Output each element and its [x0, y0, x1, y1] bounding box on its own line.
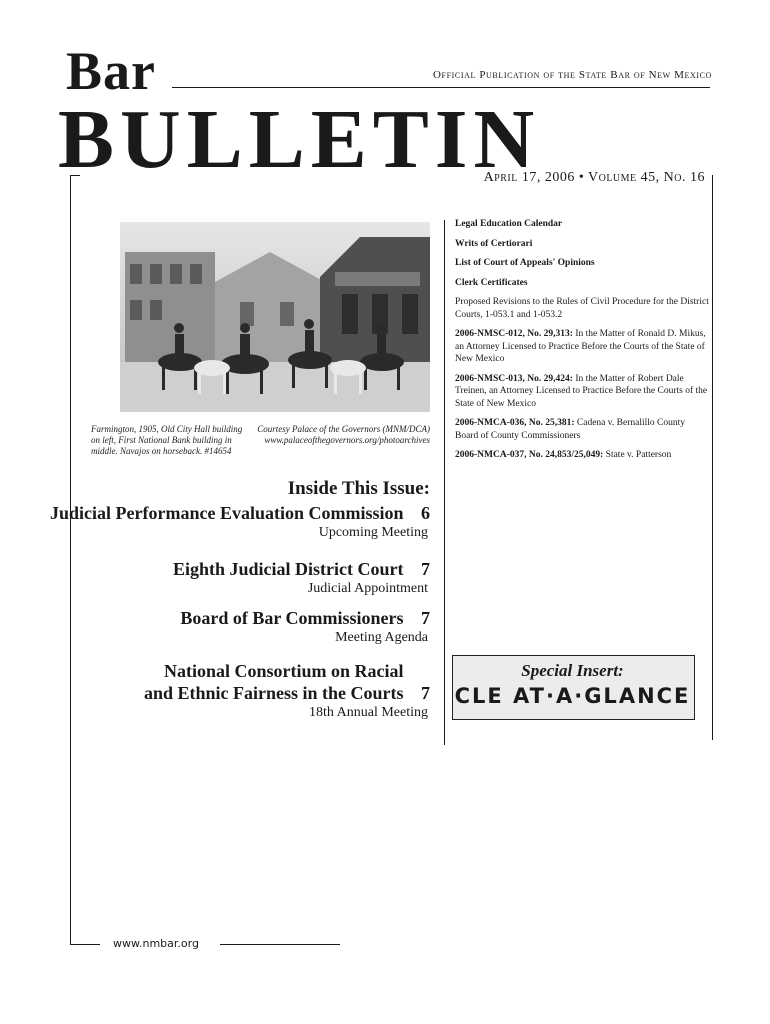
contents-item[interactable] — [455, 373, 710, 411]
contents-item[interactable]: Legal Education Calendar — [455, 219, 563, 229]
special-insert-label: Special Insert: — [521, 661, 624, 680]
frame-right-rule — [712, 175, 713, 740]
contents-item-text: Cadena v. Bernalillo County Board of County Commissioners — [455, 418, 685, 441]
frame-top-rule — [70, 175, 80, 176]
toc-subtitle: Judicial Appointment — [307, 581, 428, 596]
website-url[interactable]: www.nmbar.org — [113, 937, 199, 950]
masthead-bulletin-word: BULLETIN — [58, 93, 541, 186]
photo-caption: Farmington, 1905, Old City Hall building on left, First National Bank building in middle. Navajos on horseback. #14654 — [91, 424, 243, 456]
contents-item-text: State v. Patterson — [603, 450, 672, 460]
inside-issue-heading: Inside This Issue: — [287, 478, 430, 499]
contents-item[interactable] — [455, 328, 710, 366]
contents-item[interactable]: Writs of Certiorari — [455, 238, 533, 249]
photo-credit: Courtesy Palace of the Governors (MNM/DCA) www.palaceofthegovernors.org/photoarchives — [257, 424, 430, 445]
toc-title-row — [50, 558, 430, 580]
toc-title: National Consortium on Racial — [163, 661, 404, 681]
toc-title: and Ethnic Fairness in the Courts — [143, 683, 404, 703]
toc-page-number: 6 — [421, 503, 430, 523]
toc-subtitle: Upcoming Meeting — [318, 525, 428, 540]
contents-item[interactable]: Clerk Certificates — [455, 277, 528, 288]
contents-item-lead: 2006-NMSC-012, No. 29,313: — [455, 329, 573, 339]
contents-item[interactable]: Proposed Revisions to the Rules of Civil Procedure for the District Courts, 1-053.1 and 1-053.2 — [455, 297, 709, 320]
issue-date: April 17, 2006 • Volume 45, No. 16 — [483, 170, 705, 185]
toc-title: Eighth Judicial District Court — [172, 559, 404, 579]
contents-item-text: In the Matter of Robert Dale Treinen, an Attorney Licensed to Practice Before the Courts of the State of New Mexico — [455, 373, 708, 409]
publication-tagline: Official Publication of the State Bar of New Mexico — [433, 69, 712, 81]
frame-bottom-rule — [70, 944, 100, 945]
contents-item-lead: 2006-NMCA-037, No. 24,853/25,049: — [455, 450, 604, 460]
contents-item-text: In the Matter of Ronald D. Mikus, an Attorney Licensed to Practice Before the Courts of the State of New Mexico — [455, 329, 706, 364]
toc-title: Judicial Performance Evaluation Commission — [50, 503, 404, 523]
contents-list — [455, 218, 710, 469]
toc-entry — [40, 502, 430, 542]
toc-title: Board of Bar Commissioners — [180, 608, 404, 628]
contents-item-lead: 2006-NMSC-013, No. 29,424: — [455, 373, 573, 384]
toc-page-number: 7 — [421, 559, 430, 579]
cover-photo — [120, 222, 430, 412]
toc-entry — [50, 558, 430, 598]
toc-title-row — [40, 502, 430, 524]
toc-entry — [50, 607, 430, 647]
contents-item-lead: 2006-NMCA-036, No. 25,381: — [455, 418, 575, 428]
toc-subtitle: Meeting Agenda — [335, 630, 428, 645]
special-insert-title: CLE AT·A·GLANCE — [454, 684, 691, 708]
column-divider — [444, 220, 445, 745]
contents-item[interactable] — [455, 417, 710, 442]
toc-title-row — [50, 607, 430, 629]
toc-page-number: 7 — [421, 608, 430, 628]
toc-entry — [50, 660, 430, 722]
masthead-bar-word: Bar — [66, 41, 156, 101]
toc-title-row — [50, 682, 430, 704]
contents-item[interactable] — [455, 449, 710, 462]
masthead-rule — [172, 87, 710, 88]
toc-page-number: 7 — [421, 683, 430, 703]
frame-bottom-rule-right — [220, 944, 340, 945]
toc-subtitle: 18th Annual Meeting — [309, 705, 428, 720]
contents-item[interactable]: List of Court of Appeals' Opinions — [455, 258, 595, 268]
toc-title-row — [50, 660, 430, 682]
cover-photo-illustration — [120, 222, 430, 412]
